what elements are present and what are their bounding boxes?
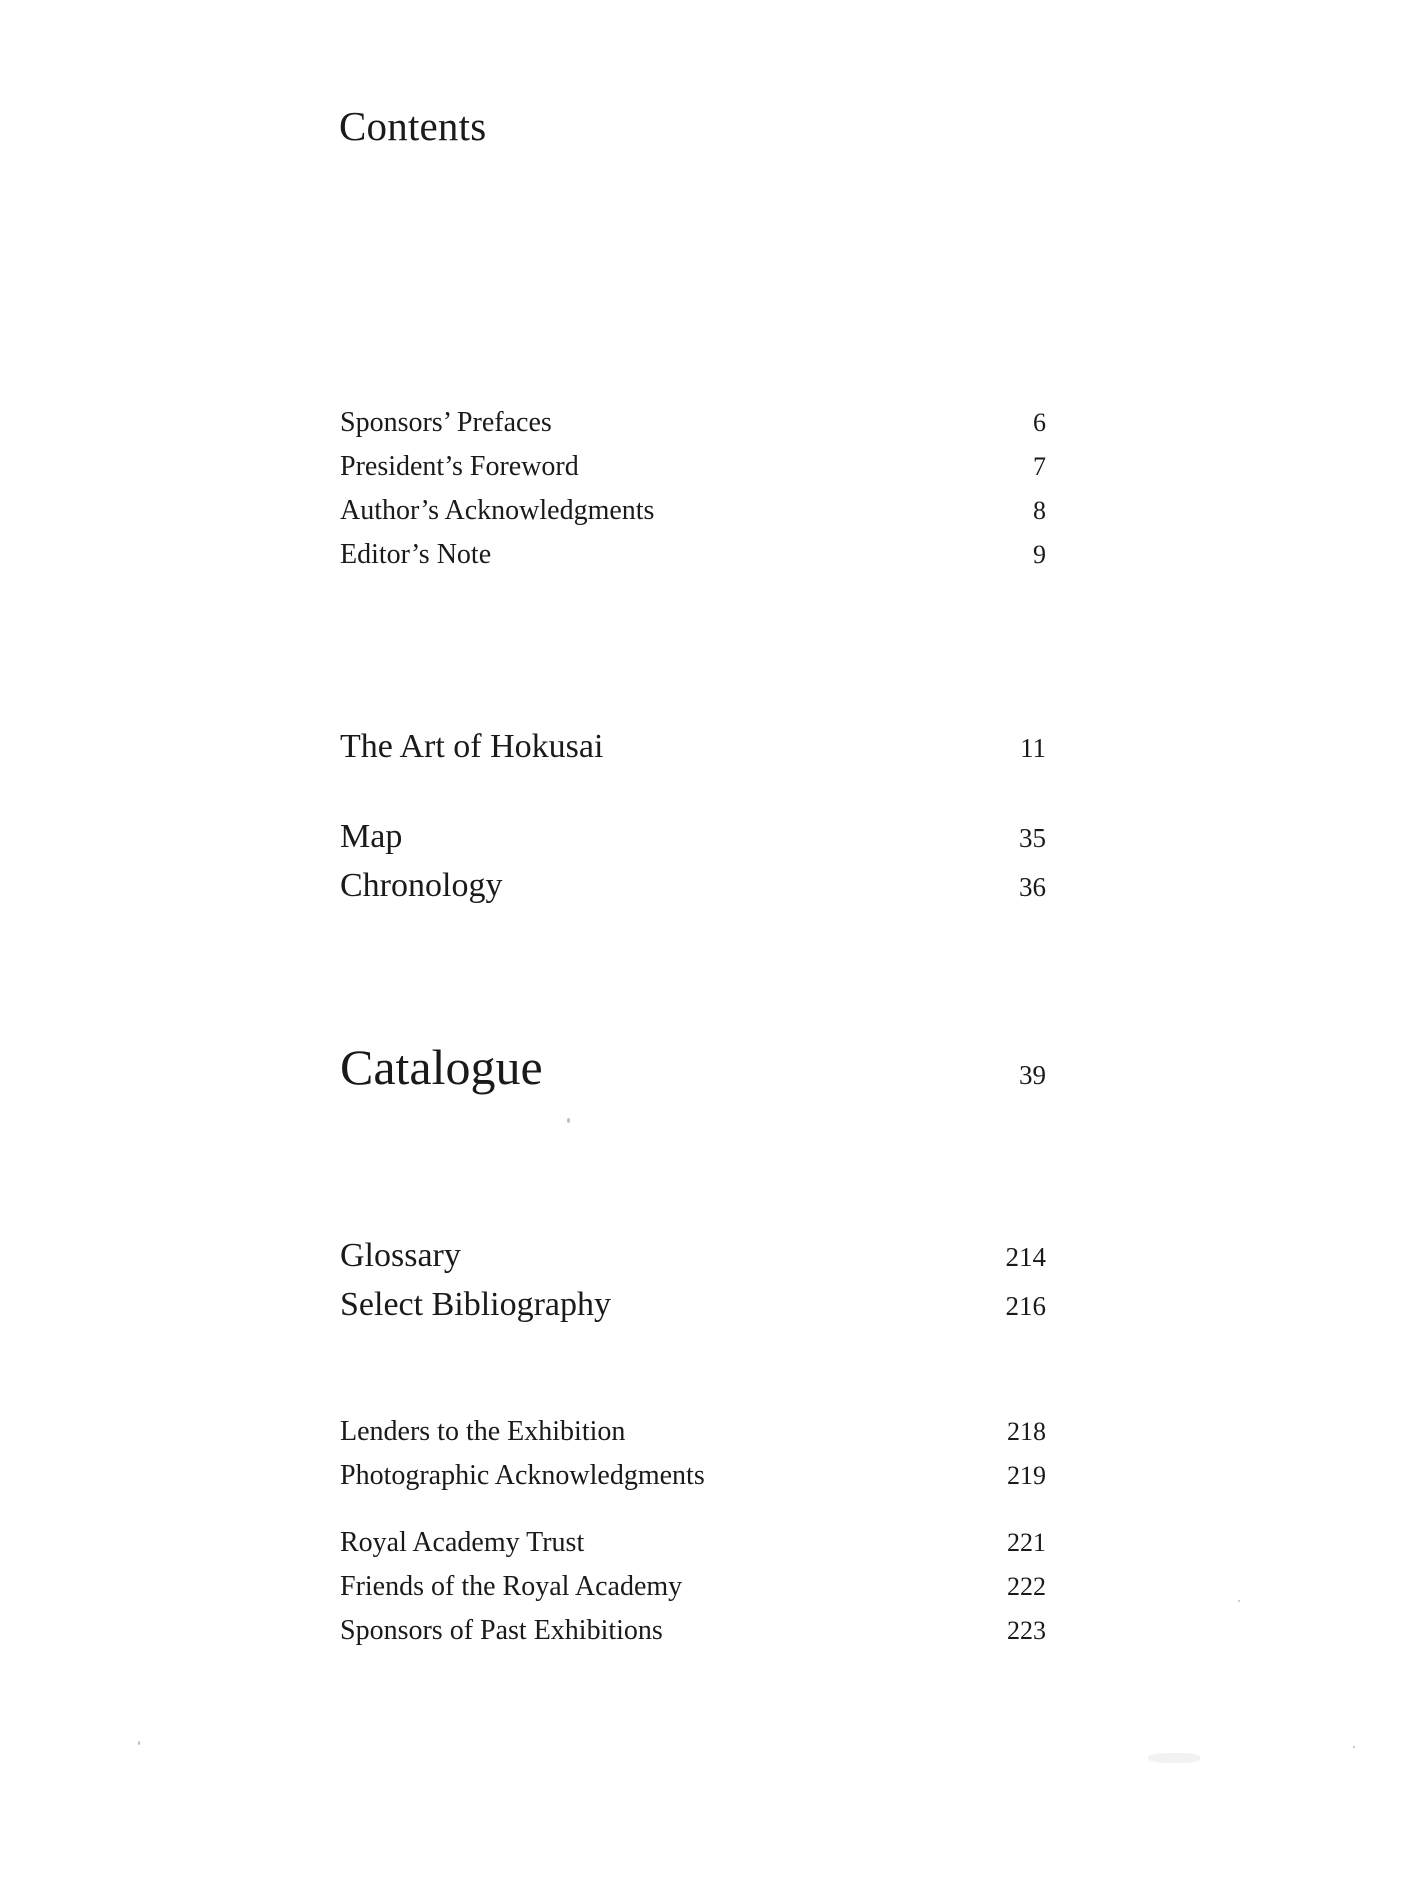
toc-entry-editors-note[interactable] (340, 539, 1046, 571)
toc-entry-label: Chronology (340, 867, 503, 904)
toc-entry-label: Select Bibliography (340, 1286, 612, 1323)
toc-entry-label: Friends of the Royal Academy (340, 1571, 683, 1602)
toc-entry-page: 216 (1005, 1291, 1046, 1321)
scan-speck (1238, 1600, 1240, 1602)
toc-entry-page: 8 (1033, 496, 1046, 525)
toc-entry-page: 218 (1007, 1417, 1046, 1446)
toc-entry-map[interactable] (340, 818, 1046, 856)
toc-entry-glossary[interactable] (340, 1237, 1046, 1275)
toc-entry-page: 35 (1019, 823, 1046, 853)
scan-speck (1353, 1746, 1355, 1748)
toc-entry-label: President’s Foreword (340, 451, 579, 482)
toc-entry-presidents-foreword[interactable] (340, 451, 1046, 483)
scan-speck (567, 1118, 570, 1123)
toc-entry-friends-of-royal-academy[interactable] (340, 1571, 1046, 1603)
toc-entry-page: 39 (1019, 1060, 1046, 1090)
toc-entry-label: Royal Academy Trust (340, 1527, 585, 1558)
toc-entry-chronology[interactable] (340, 867, 1046, 905)
toc-entry-label: Sponsors of Past Exhibitions (340, 1615, 663, 1646)
toc-entry-select-bibliography[interactable] (340, 1286, 1046, 1324)
toc-entry-page: 222 (1007, 1572, 1046, 1601)
toc-entry-lenders[interactable] (340, 1416, 1046, 1448)
toc-entry-page: 219 (1007, 1461, 1046, 1490)
toc-entry-page: 11 (1020, 733, 1046, 763)
toc-entry-authors-acknowledgments[interactable] (340, 495, 1046, 527)
toc-entry-label: The Art of Hokusai (340, 728, 604, 765)
toc-entry-label: Map (340, 818, 403, 855)
toc-entry-label: Lenders to the Exhibition (340, 1416, 626, 1447)
toc-entry-sponsors-of-past-exhibitions[interactable] (340, 1615, 1046, 1647)
toc-entry-page: 223 (1007, 1616, 1046, 1645)
toc-entry-label: Author’s Acknowledgments (340, 495, 655, 526)
toc-entry-page: 36 (1019, 872, 1046, 902)
toc-entry-page: 221 (1007, 1528, 1046, 1557)
toc-entry-label: Glossary (340, 1237, 461, 1274)
toc-entry-label: Photographic Acknowledgments (340, 1460, 705, 1491)
scan-speck (138, 1741, 140, 1745)
toc-entry-page: 7 (1033, 452, 1046, 481)
toc-entry-sponsors-prefaces[interactable] (340, 407, 1046, 439)
toc-entry-label: Catalogue (340, 1039, 543, 1095)
toc-entry-art-of-hokusai[interactable] (340, 728, 1046, 766)
toc-entry-royal-academy-trust[interactable] (340, 1527, 1046, 1559)
toc-entry-catalogue[interactable] (340, 1038, 1046, 1096)
toc-entry-page: 6 (1033, 408, 1046, 437)
toc-entry-page: 9 (1033, 540, 1046, 569)
toc-entry-label: Editor’s Note (340, 539, 492, 570)
toc-entry-page: 214 (1005, 1242, 1046, 1272)
scan-smudge (1148, 1753, 1200, 1763)
toc-entry-label: Sponsors’ Prefaces (340, 407, 552, 438)
toc-entry-photographic-acknowledgments[interactable] (340, 1460, 1046, 1492)
page-title: Contents (339, 103, 487, 149)
